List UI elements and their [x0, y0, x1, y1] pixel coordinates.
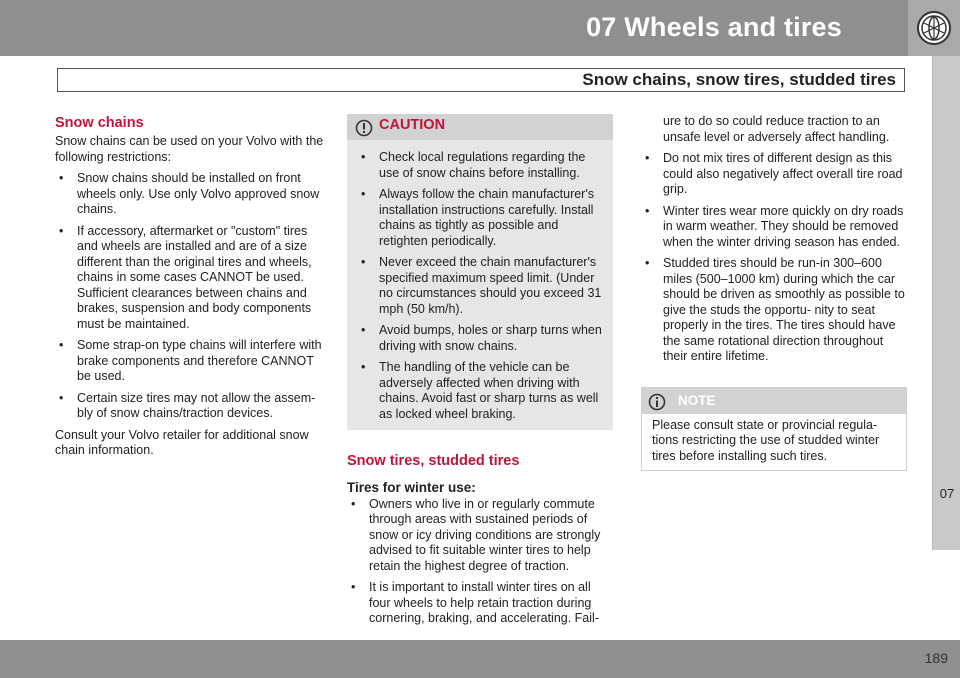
note-header: [642, 388, 906, 414]
winter-tires-list: [347, 497, 613, 627]
list-item: • Winter tires wear more quickly on dry roads in warm weather. They should be removed when the winter driving season has ended.: [645, 203, 904, 249]
footer-bar: [0, 640, 960, 678]
section-subtitle-box: [57, 68, 905, 92]
list-item: • Never exceed the chain manufacturer's specified maximum speed limit. (Under no circumstances should you exceed 31 mph (50 km/h).: [361, 255, 602, 316]
list-item: • Studded tires should be run-in 300–600 miles (500–1000 km) during which the car should be driven as smoothly as possible to give the studs the opportu- nity to seat properly in the tires. The tires should have the same rotational direction throughout their entire lifetime.: [645, 256, 905, 363]
heading-snow-chains: Snow chains: [55, 115, 144, 131]
list-item: • Some strap-on type chains will interfere with brake components and therefore CANNOT be used.: [59, 338, 322, 383]
column-tires-continued: [641, 114, 907, 471]
caution-list: [357, 150, 603, 422]
warning-icon: [355, 119, 373, 137]
list-item: • If accessory, aftermarket or "custom" tires and wheels are installed and are of a size different than the original tires and wheels, chains in some cases CANNOT be used. Sufficient clearances between chains and brakes, suspension and body components must be maintained.: [59, 223, 312, 331]
wheel-icon: [916, 10, 952, 46]
chapter-title: 07 Wheels and tires: [586, 12, 842, 42]
closing-text: Consult your Volvo retailer for additional snow chain information.: [55, 427, 309, 457]
list-item: • Snow chains should be installed on front wheels only. Use only Volvo approved snow chains.: [59, 171, 320, 216]
heading-snow-tires: Snow tires, studded tires: [347, 453, 520, 469]
list-item: • The handling of the vehicle can be adversely affected when driving with chains. Avoid fast or sharp turns as well as locked wheel braking.: [361, 360, 599, 421]
column-caution-snow-tires: [347, 114, 613, 633]
restrictions-list: [55, 171, 325, 422]
subheading-winter-use: Tires for winter use:: [347, 480, 476, 495]
caution-header: [347, 114, 613, 140]
chapter-tab: [932, 56, 960, 550]
list-item: • Check local regulations regarding the use of snow chains before installing.: [361, 150, 586, 180]
chapter-icon-box: [908, 0, 960, 56]
caution-box: [347, 114, 613, 430]
list-item: • Always follow the chain manufacturer's installation instructions carefully. Install chains as tightly as possible and retighten periodically.: [361, 187, 594, 248]
section-subtitle: Snow chains, snow tires, studded tires: [582, 70, 896, 89]
note-box: [641, 387, 907, 472]
caution-title: CAUTION: [379, 117, 446, 133]
intro-text: Snow chains can be used on your Volvo with the following restrictions:: [55, 134, 324, 164]
list-item: • Avoid bumps, holes or sharp turns when driving with snow chains.: [361, 323, 602, 353]
list-item: • It is important to install winter tires on all four wheels to help retain traction during cornering, braking, and accelerating. Fail-: [351, 580, 599, 625]
chapter-tab-number: 07: [939, 486, 955, 501]
list-item: • Owners who live in or regularly commute through areas with sustained periods of snow or icy driving conditions are strongly advised to fit suitable winter tires to help retain the highest degree of traction.: [351, 496, 601, 573]
header-bar: [0, 0, 908, 56]
info-icon: [648, 393, 666, 411]
tires-list-continued: [641, 151, 907, 365]
continuation-text: ure to do so could reduce traction to an unsafe level or adversely affect handling.: [663, 114, 890, 144]
column-snow-chains: [55, 114, 325, 459]
note-body: Please consult state or provincial regula- tions restricting the use of studded winter tires before installing such tires.: [652, 417, 880, 463]
page-number: 189: [924, 650, 948, 666]
list-item: • Do not mix tires of different design as this could also negatively affect overall tire road grip.: [645, 151, 903, 196]
list-item: • Certain size tires may not allow the assem- bly of snow chains/traction devices.: [59, 390, 316, 420]
note-title: NOTE: [678, 392, 716, 408]
